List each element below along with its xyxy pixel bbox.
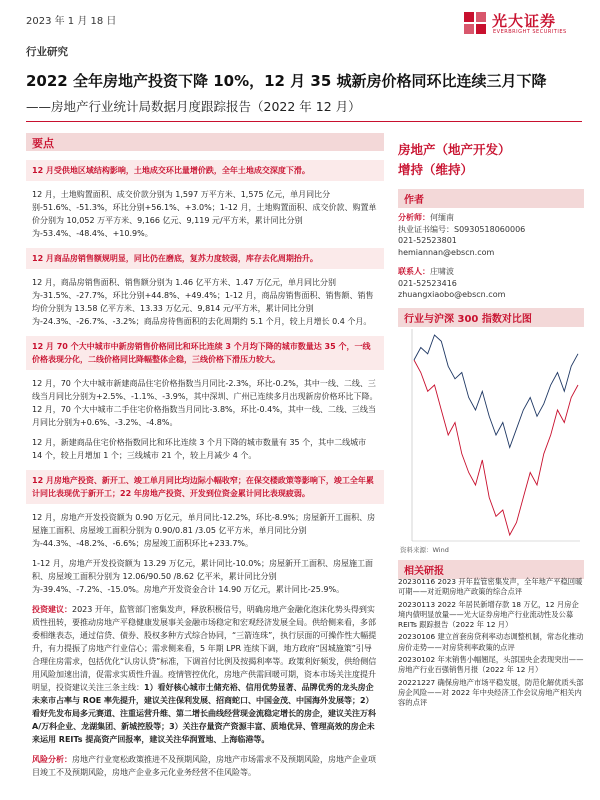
author-box <box>398 189 584 301</box>
related-header: 相关研报 <box>398 560 584 579</box>
related-list <box>398 577 584 711</box>
company-logo <box>462 8 582 40</box>
section-3-body-2: 12 月，新建商品住宅价格指数同比和环比连续 3 个月下降的城市数量有 35 个，其中二线城市 14 个，较上月增加 1 个；三线城市 21 个，较上月减少 4 个。 <box>32 438 367 460</box>
section-4-highlight: 12 月房地产投资、新开工、竣工单月同比均边际小幅收窄；在保交楼政策等影响下，竣工全年累计同比表现优于新开工；22 年房地产投资、开发到位资金累计同比表现疲弱。 <box>26 470 384 504</box>
index-comparison-chart <box>398 325 584 557</box>
risk-analysis <box>26 750 384 783</box>
author-header: 作者 <box>398 189 584 208</box>
related-item[interactable]: 20230116 2023 开年监管密集发声，全年地产平稳回暖可期——对近期房地产政策的综合点评 <box>398 577 583 597</box>
advice-text: 2023 开年，监管部门密集发声，释放积极信号，明确房地产金融化泡沫化势头得到实质性扭转，要推动房地产平稳健康发展事关金融市场稳定和宏观经济发展全局。供给侧来看，多部委相继表态，通过信贷、债券、股权多种方式综合协同，“三箭连珠”，执行层面的可操作性大幅提升，有力提振了房地产行业信心；需求侧来看，5 年期 LPR 连续下调，地方政府“因城施策”引导合理住房需求，包括优化“认房认贷”标准，下调首付比例及按揭利率等。政策利好频发，供给侧信用风险加速出清，促需求实质性升温。疫情管控优化，房地产供需回暖可期，资本市场关注度提升明显，投资建议关注三条主线： <box>32 605 377 692</box>
analyst-name: 何缅南 <box>430 213 454 222</box>
section-1-highlight: 12 月受供地区域结构影响，土地成交环比量增价跌，全年土地成交深度下滑。 <box>26 160 384 181</box>
chart-series-index <box>414 335 578 448</box>
contact-name: 庄啸波 <box>430 267 454 276</box>
contact-email[interactable]: zhuangxiaobo@ebscn.com <box>398 290 506 299</box>
title-divider <box>26 121 582 122</box>
analyst-email[interactable]: hemiannan@ebscn.com <box>398 247 495 257</box>
author-spacer <box>398 258 584 266</box>
contact-line <box>398 266 584 278</box>
advice-label: 投资建议： <box>32 605 72 614</box>
logo-mark-icon <box>462 10 488 36</box>
risk-label: 风险分析： <box>32 755 72 764</box>
contact-label: 联系人： <box>398 267 430 276</box>
advice-bold: 1）看好核心城市土储充裕、信用优势显著、品牌优秀的龙头房企未来市占率与 ROE 率先提升，建议关注保利发展、招商蛇口、中国金茂、中国海外发展等；2）看好先发布局多元赛道、注重运营升维、第二增长曲线经营现金流稳定增长的房企，建议关注万科 A/万科企业、龙湖集团、新城控股等；3）关注存量资产资源丰富、质地优异、管理高效的房企未来运用 REITs 提高资产回报率，建议关注华润置地、上海临港等。 <box>32 683 376 744</box>
risk-text: 房地产行业宽松政策推进不及预期风险，房地产市场需求不及预期风险，房地产企业项目竣工不及预期风险，房地产企业多元化业务经营不佳风险等。 <box>32 755 376 777</box>
analyst-label: 分析师： <box>398 213 430 222</box>
chart-svg <box>398 325 584 557</box>
section-3-body: 12 月，70 个大中城市新建商品住宅价格指数当月同比-2.3%，环比-0.2%，其中一线、二线、三线当月同比分别为+2.5%、-1.1%、-3.9%，其中深圳、广州已连续多月出现新房价格环比下降。12 月，70 个大中城市二手住宅价格指数当月同比-3.8%，环比-0.4%，其中一线、二线、三线当月同比分别为+0.6%、-3.2%、-4.8%。 <box>32 379 378 427</box>
section-3-highlight: 12 月 70 个大中城市中新房销售价格同比和环比连续 3 个月均下降的城市数量达 35 个，一线价格表现分化，二线价格同比降幅整体企稳，三线价格下滑压力较大。 <box>26 336 384 370</box>
keypoints-label: 要点 <box>32 137 54 150</box>
logo-text-en: EVERBRIGHT SECURITIES <box>493 29 567 35</box>
keypoints-header-bar <box>26 133 384 151</box>
section-4-body: 12 月，房地产开发投资额为 0.90 万亿元，单月同比-12.2%，环比-8.9%；房屋新开工面积、房屋施工面积、房屋竣工面积分别为 0.90/0.81 /3.05 亿平方米，单月同比分别为-44.3%、-48.2%、-6.6%；房屋竣工面积环比+233.7%。 <box>32 513 376 548</box>
section-4-body-2: 1-12 月，房地产开发投资额为 13.29 万亿元，累计同比-10.0%；房屋新开工面积、房屋施工面积、房屋竣工面积分别为 12.06/90.50 /8.62 亿平米，累计同比分别为-39.4%、-7.2%、-15.0%。房地产开发资金合计 14.90 万亿元，累计同比-25.9%。 <box>32 559 373 594</box>
related-item[interactable]: 20230106 建立首套房贷利率动态调整机制，常态化推动房价走势——对房贷利率政策的点评 <box>398 632 584 652</box>
investment-advice <box>26 600 384 750</box>
contact-phone: 021-52523416 <box>398 278 457 288</box>
section-1-body: 12 月，土地购置面积、成交价款分别为 1,597 万平方米、1,575 亿元，单月同比分别-51.6%、-51.3%，环比分别+56.1%、+3.0%；1-12 月，土地购置面积、成交价款、购置单价分别为 10,052 万平方米、9,166 亿元、9,119 元/平方米，累计同比分别为-53.4%、-48.4%、+10.9%。 <box>32 190 377 238</box>
rating-value: 增持（维持） <box>398 162 474 177</box>
section-2-body: 12 月，商品房销售面积、销售额分别为 1.46 亿平方米、1.47 万亿元，单月同比分别为-31.5%、-27.7%，环比分别+44.8%、+49.4%；1-12 月，商品房销售面积、销售额、销售均价分别为 13.58 亿平方米、13.33 万亿元、9,814 元/平方米，累计同比分别为-24.3%、-26.7%、-3.2%；商品房待售面积的去化周期约 5.1 个月，较上月增长 0.4 个月。 <box>32 278 374 326</box>
chart-series-sector <box>414 360 578 535</box>
report-category: 行业研究 <box>26 46 68 58</box>
related-item[interactable]: 20230113 2022 年居民新增存款 18 万亿，12 月房企境内债明显放量——光大证券房地产行业流动性及公募 REITs 跟踪报告（2022 年 12 月） <box>398 599 579 630</box>
report-subtitle: ——房地产行业统计局数据月度跟踪报告（2022 年 12 月） <box>26 99 361 114</box>
related-item[interactable]: 20230102 年末销售小幅翘尾，头部国央企表现突出——房地产行业百强销售月报（2022 年 12 月） <box>398 655 584 675</box>
report-date: 2023 年 1 月 18 日 <box>26 16 117 27</box>
logo-text: 光大证券 <box>492 12 557 30</box>
analyst-line <box>398 212 584 224</box>
chart-header: 行业与沪深 300 指数对比图 <box>398 308 584 327</box>
analyst-phone: 021-52523801 <box>398 236 457 245</box>
analyst-cert: 执业证书编号：S0930518060006 <box>398 224 526 234</box>
report-title: 2022 全年房地产投资下降 10%，12 月 35 城新房价格同环比连续三月下降 <box>26 72 547 90</box>
chart-source: 资料来源：Wind <box>400 546 449 554</box>
section-2-highlight: 12 月商品房销售额规明显，同比仍在磨底，复苏力度较弱，库存去化周期抬升。 <box>26 248 384 269</box>
rating-sector: 房地产（地产开发） <box>398 142 511 157</box>
main-column <box>26 156 384 783</box>
related-item[interactable]: 20221227 确保房地产市场平稳发展，防范化解优质头部房企风险——对 2022 年中央经济工作会议房地产相关内容的点评 <box>398 677 584 708</box>
